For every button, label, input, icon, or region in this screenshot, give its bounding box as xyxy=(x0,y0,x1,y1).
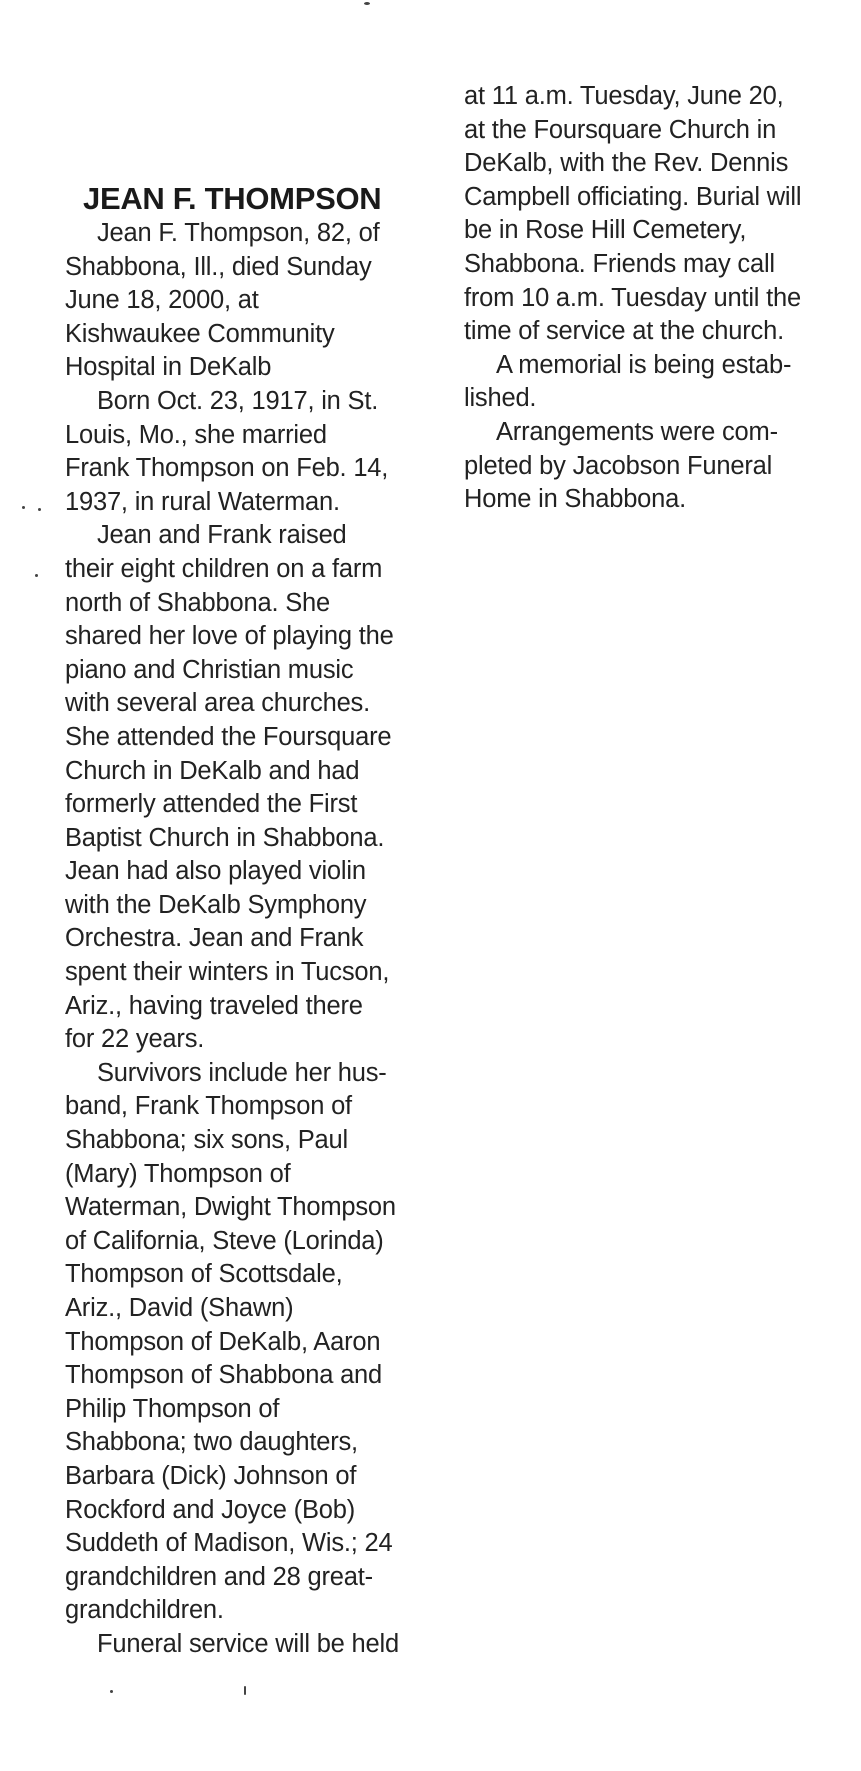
text-line: June 18, 2000, at xyxy=(65,286,259,315)
text-line: spent their winters in Tucson, xyxy=(65,958,390,987)
text-line: Church in DeKalb and had xyxy=(65,756,360,785)
text-line: shared her love of playing the xyxy=(65,622,394,651)
text-line: Home in Shabbona. xyxy=(464,485,687,514)
text-line: north of Shabbona. She xyxy=(65,588,330,617)
para-death xyxy=(65,217,435,385)
para-birth xyxy=(65,385,435,519)
text-line: their eight children on a farm xyxy=(65,554,383,583)
text-line: Shabbona. Friends may call xyxy=(464,249,775,278)
text-line: Shabbona; two daughters, xyxy=(65,1428,358,1457)
scan-speck xyxy=(35,574,38,577)
text-line: 1937, in rural Waterman. xyxy=(65,487,340,516)
para-life xyxy=(65,519,435,1057)
text-line: Hospital in DeKalb xyxy=(65,353,272,382)
text-line: time of service at the church. xyxy=(464,317,784,346)
left-column-paragraphs xyxy=(65,217,435,1662)
text-line: with several area churches. xyxy=(65,689,370,718)
text-line: Waterman, Dwight Thompson xyxy=(65,1193,396,1222)
left-column xyxy=(65,181,435,1662)
text-line: Jean and Frank raised xyxy=(97,521,347,550)
text-line: grandchildren and 28 great- xyxy=(65,1562,373,1591)
text-line: Philip Thompson of xyxy=(65,1394,280,1423)
text-line: Shabbona, Ill., died Sunday xyxy=(65,252,372,281)
text-line: at the Foursquare Church in xyxy=(464,115,777,144)
text-line: for 22 years. xyxy=(65,1025,205,1054)
text-line: Barbara (Dick) Johnson of xyxy=(65,1461,357,1490)
text-line: band, Frank Thompson of xyxy=(65,1092,352,1121)
text-line: Rockford and Joyce (Bob) xyxy=(65,1495,356,1524)
para-arrangements xyxy=(464,416,844,517)
text-line: Thompson of Scottsdale, xyxy=(65,1260,343,1289)
text-line: Jean F. Thompson, 82, of xyxy=(97,219,380,247)
text-line: formerly attended the First xyxy=(65,790,358,819)
para-funeral-start xyxy=(65,1628,435,1662)
text-line: be in Rose Hill Cemetery, xyxy=(464,216,747,245)
text-line: from 10 a.m. Tuesday until the xyxy=(464,283,802,312)
text-line: Orchestra. Jean and Frank xyxy=(65,924,364,953)
right-column xyxy=(464,80,844,517)
text-line: of California, Steve (Lorinda) xyxy=(65,1226,384,1255)
text-line: Frank Thompson on Feb. 14, xyxy=(65,454,389,483)
text-line: pleted by Jacobson Funeral xyxy=(464,451,773,480)
text-line: Born Oct. 23, 1917, in St. xyxy=(97,386,379,415)
para-memorial xyxy=(464,349,844,416)
text-line: lished. xyxy=(464,384,537,413)
obituary-headline: JEAN F. THOMPSON xyxy=(83,181,382,216)
text-line: Baptist Church in Shabbona. xyxy=(65,823,385,852)
scan-speck xyxy=(110,1690,113,1693)
text-line: piano and Christian music xyxy=(65,655,354,684)
text-line: DeKalb, with the Rev. Dennis xyxy=(464,149,789,178)
text-line: Ariz., having traveled there xyxy=(65,991,363,1020)
para-survivors xyxy=(65,1057,435,1628)
scan-speck xyxy=(364,2,370,5)
para-funeral-continued xyxy=(464,80,844,349)
text-line: Thompson of DeKalb, Aaron xyxy=(65,1327,381,1356)
scan-speck xyxy=(38,508,41,511)
text-line: Campbell officiating. Burial will xyxy=(464,182,802,211)
scan-speck xyxy=(244,1686,246,1695)
text-line: Shabbona; six sons, Paul xyxy=(65,1126,348,1155)
text-line: Louis, Mo., she married xyxy=(65,420,327,449)
text-line: Suddeth of Madison, Wis.; 24 xyxy=(65,1529,393,1558)
text-line: Thompson of Shabbona and xyxy=(65,1361,383,1390)
text-line: grandchildren. xyxy=(65,1596,224,1625)
text-line: Jean had also played violin xyxy=(65,857,366,886)
text-line: Arrangements were com- xyxy=(496,417,778,446)
right-column-paragraphs xyxy=(464,80,844,517)
text-line: at 11 a.m. Tuesday, June 20, xyxy=(464,82,784,110)
scan-speck xyxy=(22,506,25,509)
text-line: (Mary) Thompson of xyxy=(65,1159,291,1188)
text-line: with the DeKalb Symphony xyxy=(65,890,367,919)
text-line: Survivors include her hus- xyxy=(97,1058,387,1087)
text-line: She attended the Foursquare xyxy=(65,722,392,751)
text-line: Kishwaukee Community xyxy=(65,319,335,348)
text-line: Funeral service will be held xyxy=(97,1629,399,1658)
text-line: A memorial is being estab- xyxy=(496,350,792,379)
text-line: Ariz., David (Shawn) xyxy=(65,1294,294,1322)
